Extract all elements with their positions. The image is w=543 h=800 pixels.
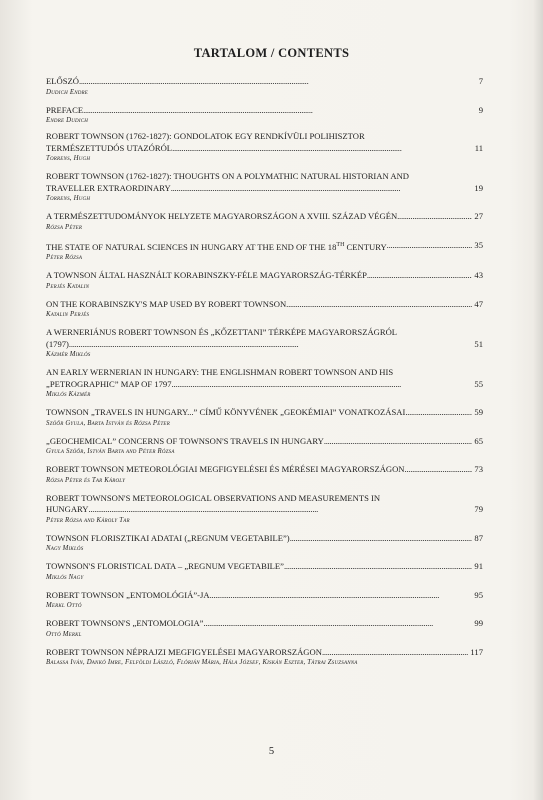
table-of-contents — [46, 76, 483, 667]
toc-entry — [46, 240, 483, 262]
toc-entry-page-number: 79 — [474, 504, 483, 515]
toc-entry — [46, 327, 483, 359]
toc-entry-page-number: 65 — [474, 435, 483, 446]
toc-entry-title-line — [46, 367, 483, 379]
toc-entry — [46, 171, 483, 203]
toc-entry-title: ELŐSZÓ — [46, 76, 79, 86]
toc-entry-author: Torrens, Hugh — [46, 155, 91, 163]
toc-entry-title-line — [46, 76, 483, 88]
toc-entry-author: Rózsa Péter és Tar Károly — [46, 476, 126, 484]
toc-entry-title: (1797) — [46, 338, 69, 349]
toc-entry-title-line — [46, 561, 483, 573]
toc-entry-page-number: 7 — [478, 76, 483, 86]
toc-entry-author: Miklós Nagy — [46, 573, 84, 581]
toc-entry-title: ROBERT TOWNSON (1762-1827): GONDOLATOK EGY RENDKÍVÜLI POLIHISZTOR — [46, 131, 365, 142]
dot-leader — [290, 533, 473, 545]
toc-entry-title: A TERMÉSZETTUDOMÁNYOK HELYZETE MAGYARORSZÁGON A XVIII. SZÁZAD VÉGÉN — [46, 211, 398, 222]
toc-entry-title-line — [46, 211, 483, 223]
toc-entry — [46, 493, 483, 525]
toc-entry — [46, 211, 483, 232]
toc-entry-author: Szöőr Gyula, Barta István és Rózsa Péter — [46, 419, 170, 427]
dot-leader — [172, 143, 473, 155]
toc-entry-title: ROBERT TOWNSON METEOROLÓGIAI MEGFIGYELÉSEI ÉS MÉRÉSEI MAGYARORSZÁGON — [46, 464, 405, 475]
toc-entry-title-line — [46, 270, 483, 282]
toc-entry-author: Gyula Szöőr, István Barta and Péter Rózsa — [46, 448, 175, 456]
toc-entry-author: Péter Rózsa — [46, 254, 83, 262]
toc-entry-page-number: 117 — [470, 646, 483, 657]
toc-entry-page-number: 27 — [474, 211, 483, 222]
dot-leader — [405, 407, 472, 419]
toc-entry — [46, 105, 483, 126]
toc-entry-title: A TOWNSON ÁLTAL HASZNÁLT KORABINSZKY-FÉLE MAGYARORSZÁG-TÉRKÉP — [46, 270, 367, 281]
toc-entry-title-line — [46, 407, 483, 419]
toc-entry-title-line — [46, 379, 483, 391]
toc-entry-title-line — [46, 339, 483, 351]
page-edge-shadow — [533, 0, 543, 800]
toc-entry — [46, 299, 483, 320]
toc-entry-title-line — [46, 533, 483, 545]
toc-entry-title-line — [46, 143, 483, 155]
toc-entry-title: TERMÉSZETTUDÓS UTAZÓRÓL — [46, 142, 173, 153]
toc-entry-page-number: 51 — [474, 338, 483, 349]
toc-entry-page-number: 9 — [478, 104, 483, 115]
toc-entry-title: A WERNERIÁNUS ROBERT TOWNSON ÉS „KŐZETTANI” TÉRKÉPE MAGYARORSZÁGRÓL — [46, 327, 398, 338]
toc-entry-page-number: 43 — [474, 270, 483, 281]
toc-entry-page-number: 47 — [474, 298, 483, 309]
toc-entry-page-number: 73 — [474, 464, 483, 475]
toc-entry-title-line — [46, 171, 483, 183]
dot-leader — [203, 618, 472, 630]
toc-entry-title-line — [46, 618, 483, 630]
dot-leader — [405, 464, 473, 476]
toc-entry-page-number: 95 — [474, 589, 483, 600]
toc-entry-title: PREFACE — [46, 104, 84, 115]
toc-entry-author: Miklós Kázmér — [46, 391, 91, 399]
toc-entry-page-number: 35 — [474, 239, 483, 250]
toc-entry-title: ON THE KORABINSZKY'S MAP USED BY ROBERT TOWNSON — [46, 298, 287, 309]
toc-entry-title-line — [46, 327, 483, 339]
superscript: TH — [336, 241, 345, 248]
dot-leader — [324, 436, 473, 448]
toc-entry-author: Kázmér Miklós — [46, 351, 91, 359]
toc-entry-title-line — [46, 504, 483, 516]
dot-leader — [284, 561, 472, 573]
toc-entry-page-number: 91 — [474, 561, 483, 572]
toc-entry-title: TOWNSON'S FLORISTICAL DATA – „REGNUM VEGETABILE” — [46, 561, 284, 572]
toc-entry-page-number: 87 — [474, 532, 483, 543]
toc-entry — [46, 561, 483, 582]
toc-entry-title-line — [46, 647, 483, 659]
toc-entry-title: „GEOCHEMICAL” CONCERNS OF TOWNSON'S TRAVELS IN HUNGARY — [46, 435, 324, 446]
toc-entry-title-line — [46, 493, 483, 505]
toc-entry-title-line — [46, 590, 483, 602]
toc-entry-title: TRAVELLER EXTRAORDINARY — [46, 182, 171, 193]
toc-entry-title-line — [46, 240, 483, 253]
dot-leader — [367, 270, 473, 282]
dot-leader — [83, 105, 477, 117]
toc-entry-page-number: 55 — [474, 378, 483, 389]
toc-entry-author: Ottó Merkl — [46, 630, 82, 638]
dot-leader — [79, 76, 477, 88]
dot-leader — [286, 299, 472, 311]
toc-entry-title-line — [46, 436, 483, 448]
toc-entry-author: Merkl Ottó — [46, 602, 82, 610]
toc-entry-title-line — [46, 131, 483, 143]
toc-entry — [46, 131, 483, 163]
dot-leader — [171, 183, 473, 195]
toc-entry-title-line — [46, 464, 483, 476]
toc-entry — [46, 647, 483, 668]
toc-entry-title: THE STATE OF NATURAL SCIENCES IN HUNGARY AT THE END OF THE 18TH CENTURY — [46, 241, 387, 252]
toc-entry-title: AN EARLY WERNERIAN IN HUNGARY: THE ENGLISHMAN ROBERT TOWNSON AND HIS — [46, 367, 394, 378]
toc-entry-author: Torrens, Hugh — [46, 195, 91, 203]
dot-leader — [397, 211, 472, 223]
toc-entry — [46, 407, 483, 428]
page-number: 5 — [268, 746, 275, 757]
toc-entry — [46, 464, 483, 485]
dot-leader — [89, 504, 473, 516]
toc-entry-page-number: 11 — [474, 142, 483, 153]
dot-leader — [322, 647, 468, 659]
dot-leader — [210, 590, 473, 602]
toc-entry — [46, 76, 483, 97]
toc-entry — [46, 367, 483, 399]
toc-entry-title: ROBERT TOWNSON'S „ENTOMOLOGIA” — [46, 618, 204, 629]
toc-entry-title: ROBERT TOWNSON'S METEOROLOGICAL OBSERVATIONS AND MEASUREMENTS IN — [46, 492, 381, 503]
toc-entry-title: ROBERT TOWNSON „ENTOMOLÓGIÁ”-JA — [46, 589, 210, 600]
toc-entry-page-number: 19 — [474, 182, 483, 193]
toc-entry-title-line — [46, 183, 483, 195]
dot-leader — [172, 379, 473, 391]
toc-entry-author: Endre Dudich — [46, 117, 89, 124]
toc-entry-title: „PETROGRAPHIC” MAP OF 1797 — [46, 378, 172, 389]
dot-leader — [69, 339, 472, 351]
toc-entry-title-line — [46, 105, 483, 117]
toc-entry-page-number: 99 — [474, 618, 483, 629]
toc-entry — [46, 533, 483, 554]
toc-entry — [46, 436, 483, 457]
toc-entry — [46, 618, 483, 639]
toc-entry — [46, 590, 483, 611]
toc-entry-author: Péter Rózsa and Károly Tar — [46, 516, 130, 524]
toc-entry-author: Nagy Miklós — [46, 545, 84, 553]
toc-entry-title: TOWNSON „TRAVELS IN HUNGARY...” CÍMŰ KÖNYVÉNEK „GEOKÉMIAI” VONATKOZÁSAI — [46, 407, 406, 418]
toc-entry-title: TOWNSON FLORISZTIKAI ADATAI („REGNUM VEGETABILE”) — [46, 532, 290, 543]
toc-entry-title: ROBERT TOWNSON (1762-1827): THOUGHTS ON A POLYMATHIC NATURAL HISTORIAN AND — [46, 171, 409, 182]
toc-entry-title-line — [46, 299, 483, 311]
toc-entry-author: Perjés Katalin — [46, 282, 90, 290]
toc-entry-author: Dudich Endre — [46, 88, 89, 96]
toc-entry-author: Balassa Iván, Dankó Imre, Felföldi László, Flórián Mária, Hála József, Kiskán Eszter, Tátrai Zsuzsanna — [46, 659, 358, 667]
toc-entry-title: ROBERT TOWNSON NÉPRAJZI MEGFIGYELÉSEI MAGYARORSZÁGON — [46, 646, 322, 657]
toc-entry-author: Rózsa Péter — [46, 223, 83, 231]
toc-entry-page-number: 59 — [474, 407, 483, 418]
toc-entry-title: HUNGARY — [46, 504, 89, 515]
toc-entry — [46, 270, 483, 291]
toc-entry-author: Katalin Perjés — [46, 311, 90, 319]
dot-leader — [387, 240, 473, 253]
page-title: TARTALOM / CONTENTS — [193, 46, 350, 60]
